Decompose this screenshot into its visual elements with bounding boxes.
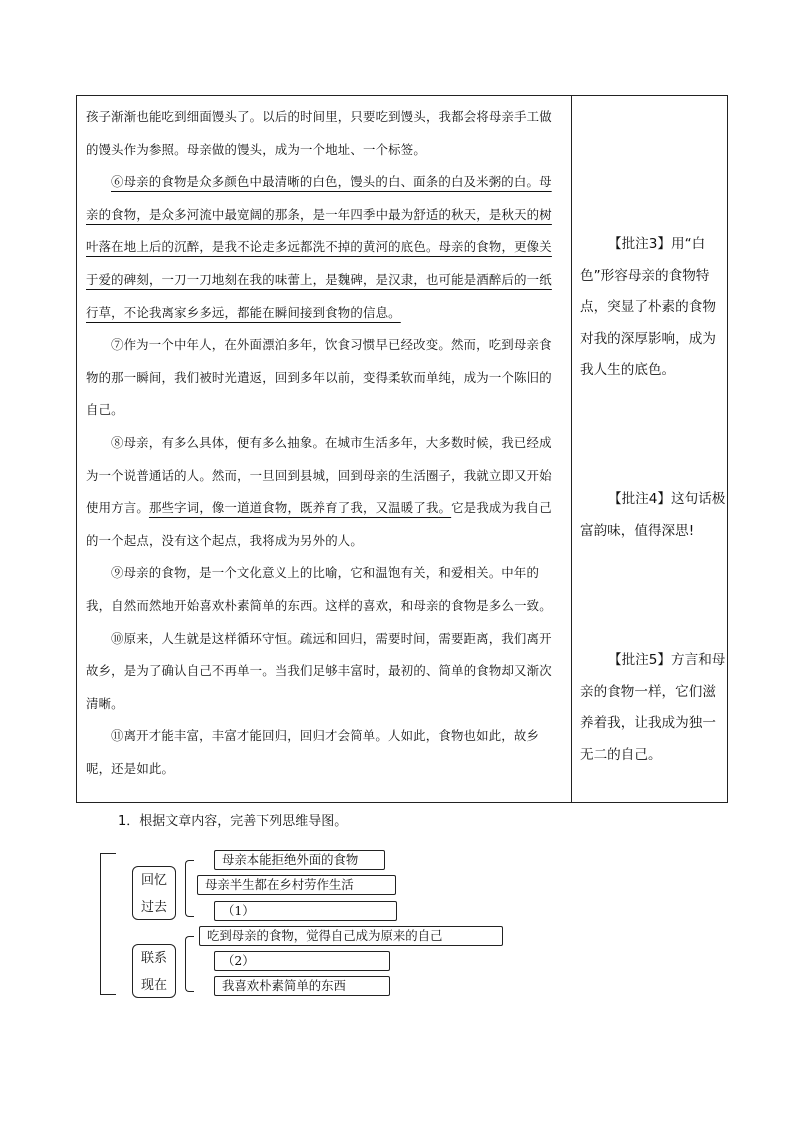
annotation-4: 【批注4】这句话极富韵味，值得深思! bbox=[580, 491, 726, 539]
question-1: 1．根据文章内容，完善下列思维导图。 bbox=[118, 814, 348, 829]
paragraph-10: ⑩原来，人生就是这样循环守恒。疏远和回归，需要时间，需要距离，我们离开故乡，是为了确认自己不再单一。当我们足够丰富时，最初的、简单的食物却又渐次清晰。 bbox=[86, 630, 552, 711]
paragraph-9: ⑨母亲的食物，是一个文化意义上的比喻，它和温饱有关，和爱相关。中年的我，自然而然地开始喜欢朴素简单的东西。这样的喜欢，和母亲的食物是多么一致。 bbox=[86, 565, 552, 613]
connect-brace bbox=[185, 936, 194, 992]
paragraph-8-underlined: 那些字词，像一道道食物，既养育了我，又温暖了我。 bbox=[148, 500, 452, 516]
paragraph-5-end: 孩子渐渐也能吃到细面馒头了。以后的时间里，只要吃到馒头，我都会将母亲手工做的馒头作为参照。母亲做的馒头，成为一个地址、一个标签。 bbox=[86, 109, 552, 157]
paragraph-8-part-a: ⑧母亲，有多么具体，便有多么抽象。在城市生活多年，大多数时候，我已经成为一个说普通话的人。然而，一旦回到县城，回到母亲的生活圈子，我就立即又开始使用方言。 bbox=[86, 434, 552, 516]
annotation-5: 【批注5】方言和母亲的食物一样，它们滋养着我，让我成为独一无二的自己。 bbox=[580, 652, 726, 763]
node-recall-past-line2: 过去 bbox=[140, 900, 167, 915]
recall-item-2: 母亲半生都在乡村劳作生活 bbox=[197, 875, 396, 895]
node-connect-present-line2: 现在 bbox=[140, 978, 167, 993]
connect-item-1: 吃到母亲的食物，觉得自己成为原来的自己 bbox=[199, 926, 503, 946]
paragraph-8-part-b: 它是我成为我自己的一个起点，没有这个起点，我将成为另外的人。 bbox=[86, 500, 552, 548]
node-connect-present-line1: 联系 bbox=[140, 951, 167, 966]
paragraph-7: ⑦作为一个中年人，在外面漂泊多年，饮食习惯早已经改变。然而，吃到母亲食物的那一瞬间，我们被时光遣返，回到多年以前，变得柔软而单纯，成为一个陈旧的自己。 bbox=[86, 337, 552, 418]
paragraph-11: ⑪离开才能丰富，丰富才能回归，回归才会简单。人如此，食物也如此，故乡呢，还是如此。 bbox=[86, 728, 540, 776]
recall-brace bbox=[185, 860, 194, 917]
connect-item-2-blank[interactable]: （2） bbox=[214, 951, 390, 971]
recall-item-1: 母亲本能拒绝外面的食物 bbox=[214, 850, 385, 870]
connect-item-3: 我喜欢朴素简单的东西 bbox=[214, 976, 390, 996]
article-text bbox=[86, 101, 562, 785]
node-recall-past-line1: 回忆 bbox=[140, 873, 167, 888]
article-table bbox=[76, 95, 728, 803]
node-connect-present bbox=[132, 944, 176, 998]
annotation-3: 【批注3】用“白色”形容母亲的食物特点，突显了朴素的食物对我的深厚影响，成为我人生的底色。 bbox=[580, 236, 716, 378]
paragraph-8 bbox=[86, 427, 562, 557]
recall-item-3-blank[interactable]: （1） bbox=[214, 901, 397, 921]
paragraph-6: ⑥母亲的食物是众多颜色中最清晰的白色，馒头的白、面条的白及米粥的白。母亲的食物，是众多河流中最宽阔的那条，是一年四季中最为舒适的秋天，是秋天的树叶落在地上后的沉醉，是我不论走多远都洗不掉的黄河的底色。母亲的食物，更像关于爱的碑刻，一刀一刀地刻在我的味蕾上，是魏碑，是汉隶，也可能是酒醉后的一纸行草，不论我离家乡多远，都能在瞬间接到食物的信息。 bbox=[86, 174, 552, 320]
mind-map-brace bbox=[100, 853, 116, 995]
node-recall-past bbox=[132, 866, 176, 920]
column-divider bbox=[571, 96, 572, 802]
